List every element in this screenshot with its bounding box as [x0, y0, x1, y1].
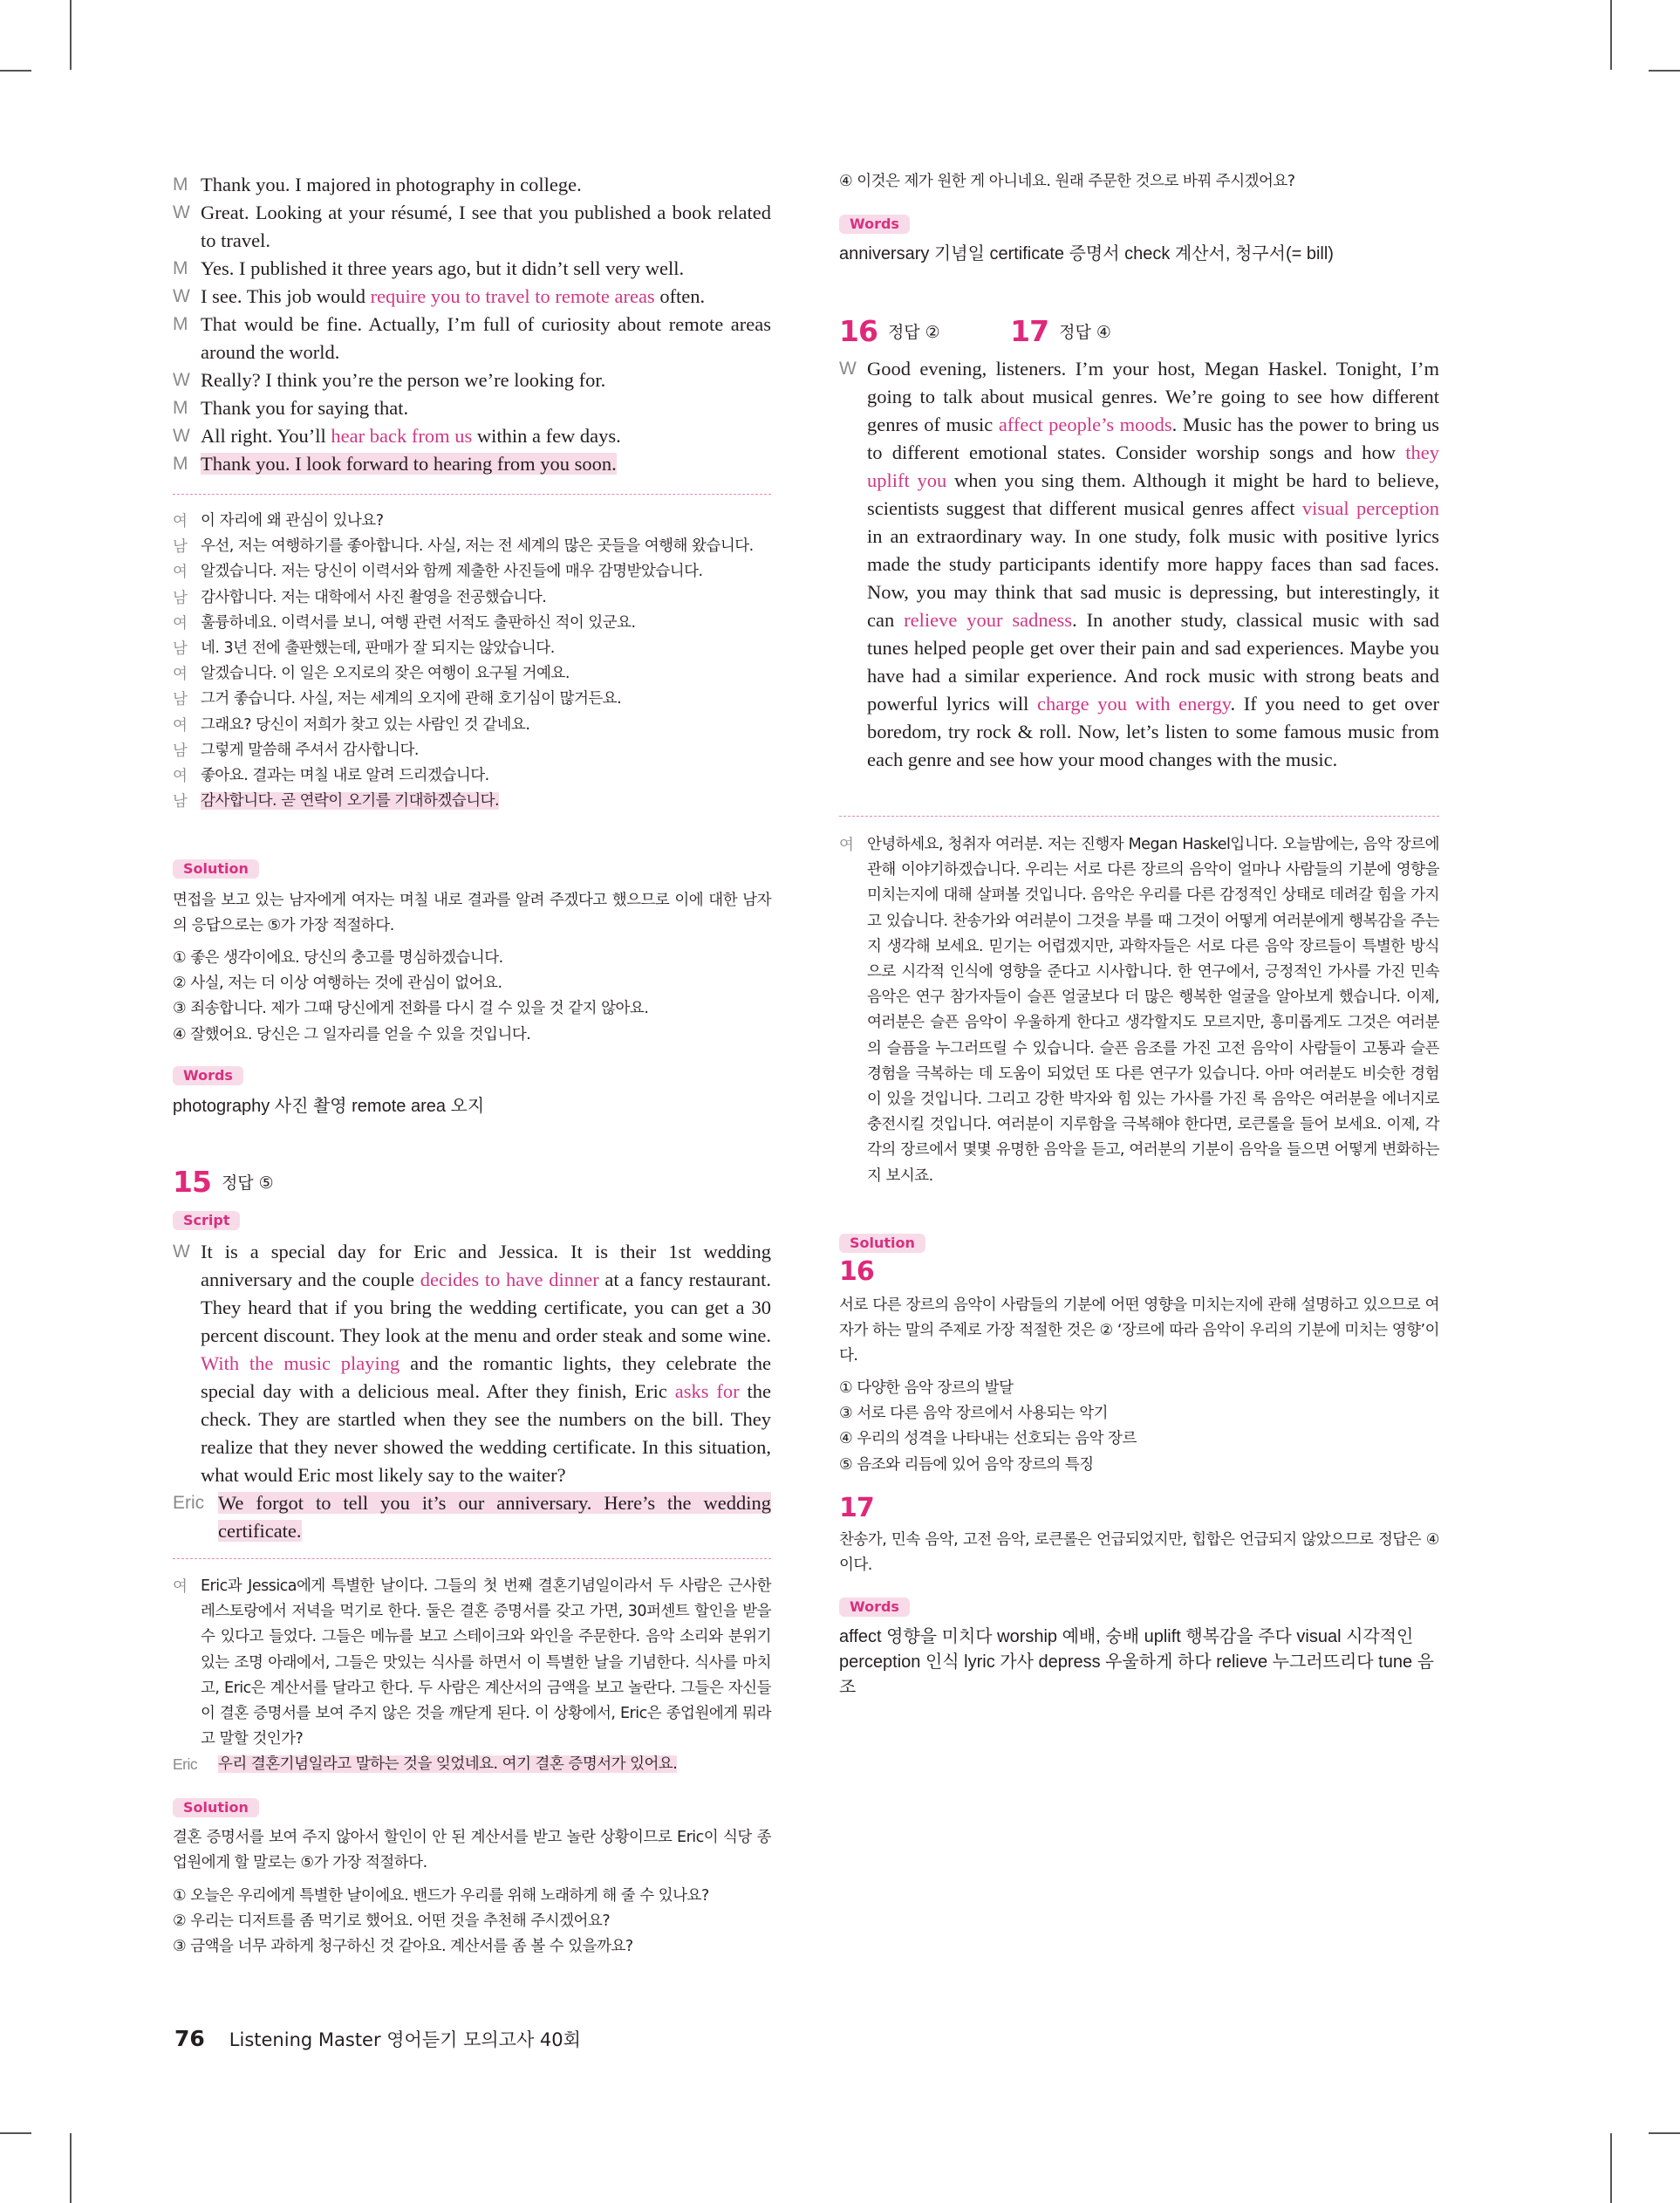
- text-segment: 좋아요. 결과는 며칠 내로 알려 드리겠습니다.: [201, 767, 489, 785]
- dialogue-text: [201, 611, 771, 636]
- speaker-label: W: [173, 370, 190, 390]
- speaker-label: 여: [173, 665, 188, 683]
- key-expression: hear back from us: [331, 425, 473, 447]
- question-number: 16: [839, 314, 878, 348]
- script-dialogue-14: [173, 171, 771, 478]
- speaker-label: 남: [173, 537, 188, 556]
- text-segment: That would be fine. Actually, I’m full of curiosity about remote areas around the world.: [201, 313, 771, 363]
- speaker-label: 여: [839, 836, 854, 853]
- key-expression: decides to have dinner: [420, 1269, 599, 1290]
- speaker-label: M: [173, 398, 188, 418]
- dialogue-line: [173, 366, 771, 394]
- divider: [839, 816, 1439, 817]
- text-segment: . Music has the power to bring us to different emotional states. Consider worship songs and how: [867, 414, 1439, 463]
- key-expression: they uplift you: [867, 441, 1439, 491]
- page-footer: [174, 2026, 581, 2052]
- text-segment: 감사합니다. 저는 대학에서 사진 촬영을 전공했습니다.: [201, 588, 547, 606]
- script-badge: Script: [173, 1211, 240, 1230]
- question-16-17-heading: [839, 314, 1439, 348]
- answer-highlight: 우리 결혼기념일라고 말하는 것을 잊었네요. 여기 결혼 증명서가 있어요.: [218, 1755, 678, 1774]
- crop-mark: [0, 70, 31, 72]
- text-segment: Great. Looking at your résumé, I see that you published a book related to travel.: [201, 202, 771, 251]
- text-segment: I see. This job would: [201, 285, 371, 307]
- dialogue-line: [173, 713, 771, 738]
- option-item: ① 다양한 음악 장르의 발달: [839, 1379, 1014, 1397]
- dialogue-line: [173, 1752, 771, 1777]
- solution-badge: Solution: [173, 859, 259, 879]
- dialogue-text: [201, 1574, 771, 1752]
- dialogue-line: [839, 832, 1439, 1189]
- speaker-label: W: [173, 426, 190, 446]
- text-segment: Thank you. I majored in photography in college.: [201, 174, 582, 195]
- option-item: ③ 죄송합니다. 제가 그때 당신에게 전화를 다시 걸 수 있을 것 같지 않아요.: [173, 1000, 649, 1018]
- option-item: ③ 금액을 너무 과하게 청구하신 것 같아요. 계산서를 좀 볼 수 있을까요?: [173, 1938, 633, 1956]
- dialogue-text: [201, 283, 771, 311]
- answer-label: 정답 ④: [1059, 323, 1111, 342]
- crop-mark: [0, 2132, 31, 2134]
- crop-mark: [70, 0, 72, 70]
- key-expression: affect people’s moods: [998, 414, 1172, 435]
- text-segment: All right. You’ll: [201, 425, 331, 447]
- right-column: [839, 0, 1439, 2203]
- option-item: ④ 잘했어요. 당신은 그 일자리를 얻을 수 있을 것입니다.: [173, 1025, 531, 1043]
- dialogue-line: [173, 1238, 771, 1489]
- text-segment: when you sing them. Although it might be hard to believe, scientists suggest that different musical genres affect: [867, 469, 1439, 519]
- speaker-label: W: [173, 286, 190, 306]
- dialogue-line: [173, 661, 771, 687]
- dialogue-text: [201, 738, 771, 763]
- crop-mark: [1610, 2133, 1612, 2203]
- dialogue-text: [201, 366, 771, 394]
- dialogue-text: [201, 255, 771, 283]
- solution-text-17: 찬송가, 민속 음악, 고전 음악, 로큰롤은 언급되었지만, 힙합은 언급되지 않았으므로 정답은 ④이다.: [839, 1531, 1439, 1575]
- answer-highlight: We forgot to tell you it’s our anniversary. Here’s the wedding certificate.: [218, 1492, 771, 1542]
- text-segment: Eric과 Jessica에게 특별한 날이다. 그들의 첫 번째 결혼기념일이라서 두 사람은 근사한 레스토랑에서 저녁을 먹기로 한다. 둘은 결혼 증명서를 갖고 가면, 30퍼센트 할인을 받을 수 있다고 들었다. 그들은 메뉴를 보고 스테이크와 와인을 주문한다. 음악 소리와 분위기 있는 조명 아래에서, 그들은 맛있는 식사를 하면서 이 특별한 날을 기념한다. 식사를 마치고, Eric은 계산서를 달라고 한다. 두 사람은 계산서의 금액을 보고 놀란다. 그들은 자신들이 결혼 증명서를 보여 주지 않은 것을 깨닫게 된다. 이 상황에서, Eric은 종업원에게 뭐라고 말할 것인가?: [201, 1577, 771, 1748]
- dialogue-text: [201, 713, 771, 738]
- option-item: ② 사실, 저는 더 이상 여행하는 것에 관심이 없어요.: [173, 975, 502, 993]
- dialogue-text: [201, 763, 771, 789]
- dialogue-line: [173, 687, 771, 712]
- dialogue-line: [173, 283, 771, 311]
- translation-14: [173, 509, 771, 814]
- dialogue-line: [173, 763, 771, 789]
- text-segment: 그거 좋습니다. 사실, 저는 세계의 오지에 관해 호기심이 많거든요.: [201, 690, 622, 708]
- options-15: [173, 1884, 771, 1960]
- speaker-label: 여: [173, 767, 188, 785]
- dialogue-line: [173, 311, 771, 366]
- dialogue-text: [201, 171, 771, 199]
- dialogue-line: [173, 199, 771, 255]
- solution-text-16: 서로 다른 장르의 음악이 사람들의 기분에 어떤 영향을 미치는지에 관해 설명하고 있으므로 여자가 하는 말의 주제로 가장 적절한 것은 ② ‘장르에 따라 음악이 우리의 기분에 미치는 영향’이다.: [839, 1296, 1439, 1365]
- key-expression: With the music playing: [201, 1352, 400, 1374]
- text-segment: within a few days.: [472, 425, 621, 447]
- option-item: ④ 우리의 성격을 나타내는 선호되는 음악 장르: [839, 1430, 1137, 1448]
- words-15: anniversary 기념일 certificate 증명서 check 계산서, 청구서(= bill): [839, 244, 1334, 263]
- dialogue-line: [173, 1574, 771, 1752]
- text-segment: 알겠습니다. 저는 당신이 이력서와 함께 제출한 사진들에 매우 감명받았습니다.: [201, 563, 703, 581]
- dialogue-text: [201, 311, 771, 366]
- option-item: ① 오늘은 우리에게 특별한 날이에요. 밴드가 우리를 위해 노래하게 해 줄 수 있나요?: [173, 1887, 709, 1905]
- text-segment: It is a special day for Eric and Jessica. It is their 1st wedding anniversary and the couple: [201, 1241, 771, 1290]
- key-expression: relieve your sadness: [904, 609, 1073, 631]
- option-item: ④ 이것은 제가 원한 게 아니네요. 원래 주문한 것으로 바꿔 주시겠어요?: [839, 173, 1295, 190]
- solution-badge: Solution: [839, 1234, 925, 1253]
- text-segment: in an extraordinary way. In one study, folk music with positive lyrics made the study participants identify more happy faces than sad faces. Now, you may think that sad music is depressing, but interestingly, it can: [867, 525, 1439, 631]
- speaker-label: 여: [173, 715, 188, 734]
- dialogue-line: [173, 255, 771, 283]
- option-item: ⑤ 음조와 리듬에 있어 음악 장르의 특징: [839, 1455, 1094, 1474]
- crop-mark: [1649, 70, 1680, 72]
- dialogue-line: [173, 422, 771, 450]
- words-16-17: affect 영향을 미치다 worship 예배, 숭배 uplift 행복감을 주다 visual 시각적인 perception 인식 lyric 가사 depress 우울하게 하다 relieve 누그러뜨리다 tune 음조: [839, 1627, 1434, 1697]
- text-segment: 훌륭하네요. 이력서를 보니, 여행 관련 서적도 출판하신 적이 있군요.: [201, 613, 636, 632]
- text-segment: the check. They are startled when they see the numbers on the bill. They realize that they never showed the wedding certificate. In this situation, what would Eric most likely say to the waiter?: [201, 1380, 771, 1486]
- speaker-label: M: [173, 258, 188, 278]
- text-segment: Good evening, listeners. I’m your host, Megan Haskel. Tonight, I’m going to talk about musical genres. We’re going to see how different genres of music: [867, 358, 1439, 435]
- solution-text-15: 결혼 증명서를 보여 주지 않아서 할인이 안 된 계산서를 받고 놀란 상황이므로 Eric이 식당 종업원에게 할 말로는 ⑤가 가장 적절하다.: [173, 1829, 771, 1872]
- dialogue-line: [173, 509, 771, 534]
- words-badge: Words: [173, 1066, 243, 1085]
- text-segment: 그렇게 말씀해 주셔서 감사합니다.: [201, 741, 419, 759]
- speaker-label: M: [173, 454, 188, 474]
- speaker-label: 여: [173, 563, 188, 581]
- question-number: 15: [173, 1165, 211, 1199]
- translation-16-17: [839, 832, 1439, 1189]
- text-segment: at a fancy restaurant. They heard that if you bring the wedding certificate, you can get a 30 percent discount. They look at the menu and order steak and some wine.: [201, 1269, 772, 1346]
- dialogue-text: [218, 1752, 771, 1777]
- key-expression: asks for: [674, 1380, 740, 1402]
- dialogue-text: [201, 509, 771, 534]
- dialogue-text: [201, 687, 771, 712]
- dialogue-text: [201, 661, 771, 687]
- dialogue-line: [173, 450, 771, 478]
- dialogue-line: [173, 636, 771, 661]
- dialogue-text: [201, 422, 771, 450]
- words-14: photography 사진 촬영 remote area 오지: [173, 1097, 485, 1116]
- solution-16-number: 16: [839, 1256, 874, 1287]
- dialogue-line: [173, 738, 771, 763]
- speaker-label: 남: [173, 741, 188, 759]
- key-expression: charge you with energy: [1037, 693, 1231, 715]
- divider: [173, 494, 771, 495]
- text-segment: . In another study, classical music with sad tunes helped people get over their pain and sad experiences. Maybe you have had a similar experience. And rock music with strong beats and powerful lyrics will: [867, 609, 1439, 715]
- speaker-label: 남: [173, 640, 188, 658]
- dialogue-text: [201, 559, 771, 585]
- speaker-label: 남: [173, 690, 188, 708]
- dialogue-line: [173, 611, 771, 636]
- speaker-label: 여: [173, 1577, 188, 1595]
- speaker-label: W: [173, 202, 190, 222]
- dialogue-text: [201, 394, 771, 422]
- dialogue-text: [201, 1238, 771, 1489]
- crop-mark: [1649, 2132, 1680, 2134]
- text-segment: 알겠습니다. 이 일은 오지로의 잦은 여행이 요구될 거예요.: [201, 665, 570, 683]
- speaker-label: Eric: [173, 1755, 198, 1774]
- answer-label: 정답 ⑤: [221, 1173, 274, 1193]
- page-number: 76: [174, 2026, 205, 2051]
- dialogue-line: [173, 789, 771, 814]
- speaker-label: 여: [173, 613, 188, 632]
- speaker-label: W: [173, 1242, 190, 1262]
- dialogue-text: [201, 534, 771, 559]
- text-segment: Really? I think you’re the person we’re looking for.: [201, 369, 606, 391]
- dialogue-line: [173, 534, 771, 559]
- text-segment: Thank you for saying that.: [201, 397, 409, 419]
- dialogue-line: [839, 355, 1439, 774]
- options-16: [839, 1376, 1439, 1478]
- script-dialogue-16-17: [839, 355, 1439, 774]
- question-number: 17: [1010, 314, 1049, 348]
- key-expression: require you to travel to remote areas: [370, 285, 655, 307]
- key-expression: visual perception: [1301, 497, 1439, 519]
- speaker-label: W: [839, 359, 857, 379]
- dialogue-text: [201, 450, 771, 478]
- answer-label: 정답 ②: [887, 323, 940, 342]
- text-segment: often.: [654, 285, 706, 307]
- dialogue-text: [867, 355, 1439, 774]
- words-badge: Words: [839, 1598, 910, 1617]
- dialogue-line: [173, 394, 771, 422]
- speaker-label: 남: [173, 792, 188, 811]
- option-item: ② 우리는 디저트를 좀 먹기로 했어요. 어떤 것을 추천해 주시겠어요?: [173, 1912, 611, 1931]
- question-15-heading: [173, 1165, 771, 1199]
- script-dialogue-15: [173, 1238, 771, 1545]
- text-segment: . If you need to get over boredom, try rock & roll. Now, let’s listen to some famous music from each genre and see how your mood changes with the music.: [867, 693, 1439, 770]
- text-segment: 이 자리에 왜 관심이 있나요?: [201, 512, 384, 530]
- left-column: [173, 0, 771, 2203]
- dialogue-line: [173, 1489, 771, 1545]
- dialogue-line: [173, 559, 771, 585]
- text-segment: 그래요? 당신이 저희가 찾고 있는 사람인 것 같네요.: [201, 715, 530, 734]
- dialogue-text: [218, 1489, 771, 1545]
- solution-17-number: 17: [839, 1493, 874, 1523]
- speaker-label: 여: [173, 512, 188, 530]
- option-item: ③ 서로 다른 음악 장르에서 사용되는 악기: [839, 1405, 1109, 1423]
- book-title: Listening Master 영어듣기 모의고사 40회: [229, 2029, 581, 2050]
- answer-highlight: 감사합니다. 곧 연락이 오기를 기대하겠습니다.: [201, 792, 500, 811]
- dialogue-text: [201, 585, 771, 611]
- dialogue-text: [201, 636, 771, 661]
- option-item: ① 좋은 생각이에요. 당신의 충고를 명심하겠습니다.: [173, 949, 503, 967]
- dialogue-line: [173, 585, 771, 611]
- text-segment: 안녕하세요, 청취자 여러분. 저는 진행자 Megan Haskel입니다. 오늘밤에는, 음악 장르에 관해 이야기하겠습니다. 우리는 서로 다른 장르의 음악이 얼마나 사람들의 기분에 영향을 미치는지에 대해 살펴볼 것입니다. 음악은 우리를 다른 감정적인 상태로 데려갈 힘을 가지고 있습니다. 찬송가와 여러분이 그것을 부를 때 그것이 어떻게 여러분에게 행복감을 주는지 생각해 보세요. 믿기는 어렵겠지만, 과학자들은 서로 다른 음악 장르들이 특별한 방식으로 시각적 인식에 영향을 준다고 시사합니다. 한 연구에서, 긍정적인 가사를 가진 민속 음악은 연구 참가자들이 슬픈 얼굴보다 더 많은 행복한 얼굴을 알아보게 했습니다. 이제, 여러분은 슬픈 음악이 우울하게 한다고 생각할지도 모르지만, 흥미롭게도 그것은 여러분의 슬픔을 누그러뜨릴 수 있습니다. 슬픈 음조를 가진 고전 음악이 사람들이 고통과 슬픈 경험을 극복하는 데 도움이 되었던 또 다른 연구가 있습니다. 아마 여러분도 비슷한 경험이 있을 것입니다. 그리고 강한 박자와 힘 있는 가사를 가진 록 음악은 여러분을 에너지로 충전시킬 것입니다. 여러분이 지루함을 극복해야 한다면, 로큰롤을 들어 보세요. 이제, 각각의 장르에서 몇몇 유명한 음악을 듣고, 여러분의 기분이 음악을 들으면 어떻게 변화하는지 보시죠.: [867, 836, 1439, 1185]
- translation-15: [173, 1574, 771, 1778]
- text-segment: Yes. I published it three years ago, but it didn’t sell very well.: [201, 257, 685, 279]
- text-segment: 네. 3년 전에 출판했는데, 판매가 잘 되지는 않았습니다.: [201, 640, 555, 658]
- options-14: [173, 946, 771, 1048]
- crop-mark: [70, 2133, 72, 2203]
- solution-badge: Solution: [173, 1798, 259, 1817]
- dialogue-text: [201, 199, 771, 255]
- divider: [173, 1558, 771, 1559]
- speaker-label: M: [173, 174, 188, 195]
- text-segment: 우선, 저는 여행하기를 좋아합니다. 사실, 저는 전 세계의 많은 곳들을 여행해 왔습니다.: [201, 537, 754, 556]
- speaker-label: Eric: [173, 1493, 205, 1513]
- words-badge: Words: [839, 215, 910, 234]
- speaker-label: 남: [173, 588, 188, 606]
- dialogue-text: [867, 832, 1439, 1189]
- solution-text-14: 면접을 보고 있는 남자에게 여자는 며칠 내로 결과를 알려 주겠다고 했으므로 이에 대한 남자의 응답으로는 ⑤가 가장 적절하다.: [173, 892, 771, 935]
- crop-mark: [1610, 0, 1612, 70]
- dialogue-line: [173, 171, 771, 199]
- answer-highlight: Thank you. I look forward to hearing from you soon.: [201, 453, 617, 475]
- speaker-label: M: [173, 314, 188, 334]
- text-segment: and the romantic lights, they celebrate the special day with a delicious meal. After they finish, Eric: [201, 1352, 772, 1402]
- dialogue-text: [201, 789, 771, 814]
